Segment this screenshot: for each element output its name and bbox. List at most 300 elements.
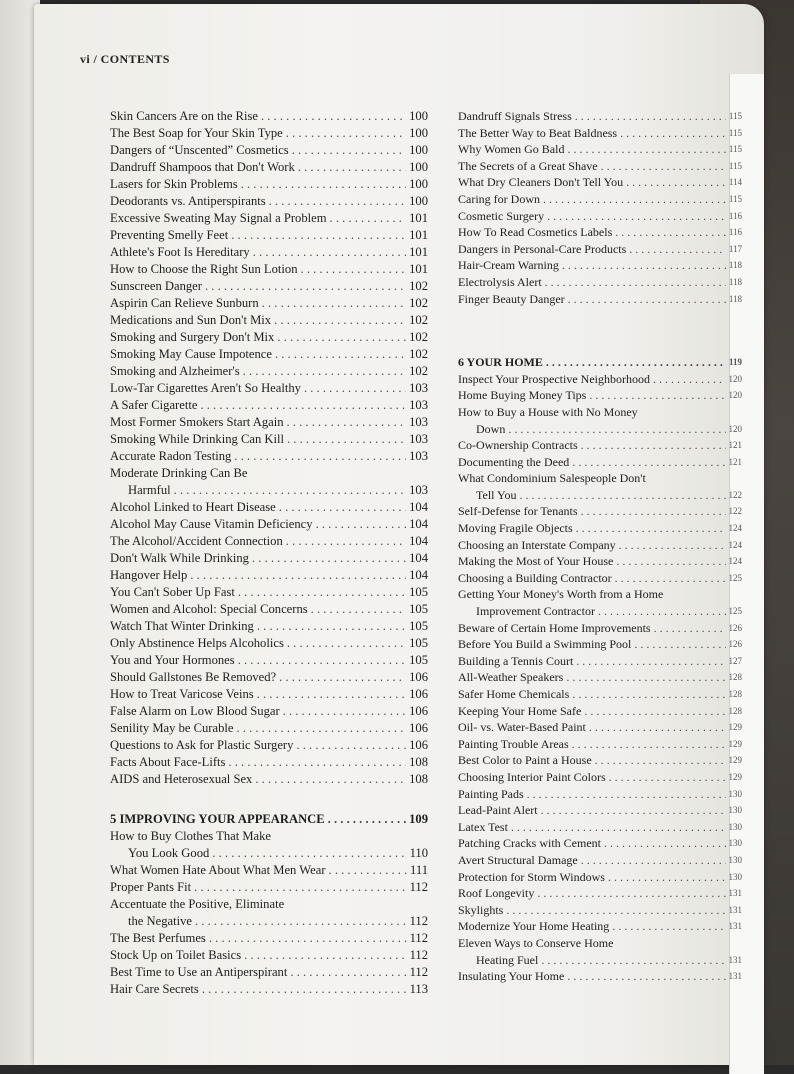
toc-entry-page-number: 118 (728, 260, 742, 271)
toc-entry-title: Should Gallstones Be Removed? (110, 670, 277, 684)
leader-dots (301, 261, 407, 278)
toc-entry (458, 603, 742, 620)
toc-entry-page-number: 100 (409, 177, 428, 191)
leader-dots (547, 208, 726, 225)
toc-entry-title: Excessive Sweating May Signal a Problem (110, 211, 327, 225)
leader-dots (228, 754, 406, 771)
toc-entry-page-number: 106 (409, 670, 428, 684)
toc-entry (458, 620, 742, 637)
toc-entry-page-number: 103 (409, 432, 428, 446)
toc-entry (458, 885, 742, 902)
toc-entry-page-number: 126 (728, 622, 742, 633)
toc-entry-page-number: 110 (409, 846, 428, 860)
leader-dots (567, 141, 725, 158)
toc-entry (110, 380, 428, 397)
toc-entry (110, 533, 428, 550)
toc-entry-title: Dandruff Shampoos that Don't Work (110, 160, 295, 174)
toc-entry (110, 754, 428, 771)
leader-dots (576, 653, 725, 670)
toc-entry-page-number: 131 (728, 921, 742, 932)
toc-entry (458, 125, 742, 142)
toc-entry-title: Documenting the Deed (458, 454, 570, 469)
toc-entry (458, 387, 742, 404)
leader-dots (283, 703, 406, 720)
toc-entry-page-number: 112 (409, 965, 428, 979)
toc-entry-title: Choosing a Building Contractor (458, 570, 612, 585)
toc-entry (110, 947, 428, 964)
leader-dots (572, 736, 726, 753)
toc-entry (458, 752, 742, 769)
toc-entry-page-number: 104 (409, 551, 428, 565)
toc-entry-page-number: 130 (728, 838, 742, 849)
toc-entry (110, 516, 428, 533)
leader-dots (508, 421, 725, 438)
toc-entry (458, 819, 742, 836)
toc-entry-title: 5 IMPROVING YOUR APPEARANCE (110, 812, 325, 826)
toc-entry (458, 520, 742, 537)
toc-entry-title: Lead-Paint Alert (458, 803, 538, 818)
toc-entry (110, 601, 428, 618)
toc-entry (458, 918, 742, 935)
toc-entry-title: Latex Test (458, 819, 508, 834)
toc-entry-page-number: 127 (728, 655, 742, 666)
toc-entry-title: Stock Up on Toilet Basics (110, 948, 242, 962)
leader-dots (194, 879, 406, 896)
toc-entry-title: Deodorants vs. Antiperspirants (110, 194, 266, 208)
toc-entry-page-number: 118 (728, 276, 742, 287)
leader-dots (330, 210, 407, 227)
toc-entry-page-number: 115 (728, 127, 742, 138)
toc-entry (458, 291, 742, 308)
leader-dots (581, 503, 726, 520)
toc-entry-title: Dandruff Signals Stress (458, 109, 572, 123)
toc-entry-title: Watch That Winter Drinking (110, 619, 254, 633)
toc-entry-title: Dangers in Personal-Care Products (458, 241, 627, 256)
toc-entry-page-number: 131 (728, 904, 742, 915)
toc-entry-title: Choosing Interior Paint Colors (458, 769, 606, 784)
toc-entry-title: Only Abstinence Helps Alcoholics (110, 636, 284, 650)
toc-entry (110, 414, 428, 431)
toc-entry-title: Down (476, 421, 506, 436)
toc-entry-page-number: 115 (728, 144, 742, 155)
toc-entry-title: Modernize Your Home Heating (458, 919, 610, 934)
toc-entry (110, 862, 428, 879)
toc-entry-title: All-Weather Speakers (458, 670, 564, 685)
toc-entry-title: Self-Defense for Tenants (458, 504, 578, 519)
toc-entry-title: The Alcohol/Accident Connection (110, 534, 283, 548)
toc-entry-title: A Safer Cigarette (110, 398, 198, 412)
toc-entry-title: You Can't Sober Up Fast (110, 585, 235, 599)
toc-entry-title: Low-Tar Cigarettes Aren't So Healthy (110, 381, 301, 395)
toc-entry (458, 570, 742, 587)
toc-entry (458, 108, 742, 125)
leader-dots (541, 952, 725, 969)
toc-entry (110, 930, 428, 947)
toc-entry-page-number: 104 (409, 500, 428, 514)
toc-right-column (458, 108, 742, 985)
toc-entry-page-number: 114 (728, 177, 742, 188)
leader-dots (546, 354, 726, 371)
toc-entry-title: Skylights (458, 902, 504, 917)
toc-entry-title: Co-Ownership Contracts (458, 438, 578, 453)
toc-entry-title: Protection for Storm Windows (458, 869, 605, 884)
toc-entry-title: Best Time to Use an Antiperspirant (110, 965, 288, 979)
toc-entry-title: Facts About Face-Lifts (110, 755, 226, 769)
leader-dots (316, 516, 407, 533)
leader-dots (261, 108, 406, 125)
toc-entry-page-number: 130 (728, 871, 742, 882)
toc-entry-page-number: 128 (728, 705, 742, 716)
toc-entry-page-number: 118 (728, 293, 742, 304)
toc-entry-page-number: 104 (409, 568, 428, 582)
toc-entry-page-number: 106 (409, 721, 428, 735)
toc-entry-page-number: 124 (728, 539, 742, 550)
toc-entry (458, 935, 742, 952)
toc-entry (110, 295, 428, 312)
toc-entry-page-number: 121 (728, 456, 742, 467)
toc-entry-title: Most Former Smokers Start Again (110, 415, 284, 429)
toc-entry (110, 261, 428, 278)
leader-dots (277, 329, 406, 346)
toc-entry-page-number: 102 (409, 330, 428, 344)
toc-entry-page-number: 105 (409, 653, 428, 667)
toc-entry (458, 586, 742, 603)
toc-entry-page-number: 130 (728, 805, 742, 816)
toc-entry (110, 913, 428, 930)
toc-entry-page-number: 101 (409, 245, 428, 259)
toc-entry (110, 108, 428, 125)
toc-entry-title: What Condominium Salespeople Don't (458, 471, 646, 486)
leader-dots (231, 227, 406, 244)
toc-entry (110, 125, 428, 142)
leader-dots (616, 553, 725, 570)
leader-dots (238, 584, 406, 601)
leader-dots (506, 902, 725, 919)
toc-entry (110, 567, 428, 584)
leader-dots (244, 947, 406, 964)
toc-entry (110, 431, 428, 448)
toc-entry-page-number: 130 (728, 854, 742, 865)
toc-entry-page-number: 101 (409, 211, 428, 225)
toc-entry (458, 669, 742, 686)
toc-entry-page-number: 105 (409, 619, 428, 633)
toc-entry (110, 879, 428, 896)
toc-entry-title: Lasers for Skin Problems (110, 177, 238, 191)
toc-entry-title: Why Women Go Bald (458, 142, 565, 157)
toc-entry-page-number: 102 (409, 296, 428, 310)
toc-entry-page-number: 111 (410, 863, 428, 877)
toc-entry (458, 636, 742, 653)
leader-dots (257, 618, 406, 635)
leader-dots (584, 703, 725, 720)
toc-entry-page-number: 121 (728, 440, 742, 451)
toc-section-heading (458, 354, 742, 371)
leader-dots (298, 159, 406, 176)
toc-entry-title: Skin Cancers Are on the Rise (110, 109, 258, 123)
toc-entry-title: Hair Care Secrets (110, 982, 199, 996)
toc-entry-page-number: 125 (728, 572, 742, 583)
leader-dots (243, 363, 407, 380)
toc-entry (110, 465, 428, 482)
toc-entry-title: Heating Fuel (476, 952, 539, 967)
toc-entry-title: Roof Longevity (458, 886, 535, 901)
leader-dots (566, 669, 725, 686)
toc-entry-title: Inspect Your Prospective Neighborhood (458, 371, 650, 386)
toc-entry-title: False Alarm on Low Blood Sugar (110, 704, 280, 718)
toc-entry-page-number: 125 (728, 606, 742, 617)
toc-entry-page-number: 102 (409, 313, 428, 327)
toc-entry (458, 703, 742, 720)
leader-dots (209, 930, 407, 947)
toc-entry-page-number: 116 (728, 227, 742, 238)
leader-dots (589, 719, 726, 736)
leader-dots (654, 620, 726, 637)
toc-entry (110, 397, 428, 414)
toc-entry (458, 470, 742, 487)
toc-entry (458, 653, 742, 670)
leader-dots (520, 487, 726, 504)
toc-entry-title: How to Choose the Right Sun Lotion (110, 262, 298, 276)
leader-dots (601, 158, 726, 175)
leader-dots (541, 802, 726, 819)
toc-entry (458, 786, 742, 803)
toc-entry (110, 669, 428, 686)
toc-entry-page-number: 102 (409, 279, 428, 293)
leader-dots (545, 274, 726, 291)
toc-entry-page-number: 126 (728, 639, 742, 650)
leader-dots (581, 437, 726, 454)
toc-entry-title: Painting Trouble Areas (458, 736, 569, 751)
leader-dots (328, 811, 406, 828)
toc-entry-title: Don't Walk While Drinking (110, 551, 249, 565)
toc-entry (110, 159, 428, 176)
toc-entry-title: Patching Cracks with Cement (458, 836, 601, 851)
toc-entry (110, 771, 428, 788)
toc-entry-page-number: 128 (728, 689, 742, 699)
toc-entry (110, 584, 428, 601)
toc-entry (110, 635, 428, 652)
toc-entry-page-number: 131 (728, 954, 742, 965)
toc-entry (458, 553, 742, 570)
toc-entry-title: The Better Way to Beat Baldness (458, 125, 618, 140)
toc-entry-page-number: 100 (409, 126, 428, 140)
toc-entry (458, 241, 742, 258)
toc-entry-title: Cosmetic Surgery (458, 208, 545, 223)
toc-entry-title: Electrolysis Alert (458, 274, 542, 289)
toc-entry-title: How to Treat Varicose Veins (110, 687, 254, 701)
toc-entry-title: Aspirin Can Relieve Sunburn (110, 296, 259, 310)
toc-entry-title: Proper Pants Fit (110, 880, 192, 894)
leader-dots (252, 550, 406, 567)
toc-entry-title: the Negative (128, 914, 192, 928)
toc-entry-title: Sunscreen Danger (110, 279, 202, 293)
toc-entry-title: Hair-Cream Warning (458, 258, 559, 273)
toc-entry-page-number: 129 (728, 722, 742, 733)
leader-dots (620, 125, 726, 142)
toc-left-column (110, 108, 428, 998)
toc-entry-title: Home Buying Money Tips (458, 388, 587, 403)
toc-entry-title: 6 YOUR HOME (458, 355, 543, 370)
toc-entry-title: Improvement Contractor (476, 604, 595, 619)
leader-dots (511, 819, 726, 836)
leader-dots (581, 852, 726, 869)
toc-entry-page-number: 129 (728, 738, 742, 749)
toc-entry (110, 176, 428, 193)
toc-entry (458, 421, 742, 438)
leader-dots (255, 771, 406, 788)
toc-entry-title: Alcohol May Cause Vitamin Deficiency (110, 517, 313, 531)
toc-entry-page-number: 130 (728, 821, 742, 832)
leader-dots (527, 786, 726, 803)
toc-entry-title: Moderate Drinking Can Be (110, 466, 248, 480)
toc-entry-title: Senility May be Curable (110, 721, 234, 735)
toc-entry-page-number: 117 (728, 243, 742, 254)
leader-dots (615, 570, 726, 587)
leader-dots (200, 397, 406, 414)
leader-dots (543, 191, 726, 208)
toc-entry-page-number: 131 (728, 971, 742, 982)
toc-entry-page-number: 129 (728, 755, 742, 766)
toc-entry-title: Getting Your Money's Worth from a Home (458, 587, 664, 602)
leader-dots (286, 125, 406, 142)
toc-entry (110, 448, 428, 465)
toc-entry (110, 686, 428, 703)
toc-entry-page-number: 122 (728, 506, 742, 517)
toc-entry-page-number: 100 (409, 160, 428, 174)
toc-entry (458, 208, 742, 225)
leader-dots (626, 174, 726, 191)
toc-entry (110, 703, 428, 720)
toc-entry-page-number: 115 (728, 160, 742, 171)
toc-entry-title: The Best Soap for Your Skin Type (110, 126, 283, 140)
leader-dots (653, 371, 726, 388)
leader-dots (202, 981, 407, 998)
leader-dots (279, 669, 406, 686)
toc-entry-title: Smoking and Alzheimer's (110, 364, 240, 378)
toc-entry-page-number: 124 (728, 556, 742, 567)
toc-entry (110, 845, 428, 862)
toc-entry (110, 244, 428, 261)
toc-entry-page-number: 115 (728, 193, 742, 204)
toc-entry-title: Accurate Radon Testing (110, 449, 232, 463)
toc-entry-page-number: 103 (409, 398, 428, 412)
leader-dots (329, 862, 408, 879)
toc-entry (458, 719, 742, 736)
toc-entry-title: Questions to Ask for Plastic Surgery (110, 738, 294, 752)
leader-dots (274, 312, 406, 329)
toc-entry (458, 141, 742, 158)
toc-entry (458, 852, 742, 869)
toc-entry-page-number: 109 (409, 812, 428, 826)
toc-entry-title: AIDS and Heterosexual Sex (110, 772, 253, 786)
toc-entry-title: Women and Alcohol: Special Concerns (110, 602, 308, 616)
toc-entry (458, 686, 742, 703)
leader-dots (567, 968, 725, 985)
toc-entry (110, 193, 428, 210)
toc-entry (458, 158, 742, 175)
toc-entry-page-number: 105 (409, 602, 428, 616)
leader-dots (262, 295, 406, 312)
toc-entry-title: How to Buy a House with No Money (458, 404, 638, 419)
page-header: vi / CONTENTS (80, 52, 170, 66)
toc-entry-page-number: 108 (409, 755, 428, 769)
toc-entry-page-number: 112 (409, 880, 428, 894)
toc-entry-title: Building a Tennis Court (458, 653, 574, 668)
toc-entry (110, 227, 428, 244)
toc-entry (458, 736, 742, 753)
leader-dots (575, 108, 726, 125)
leader-dots (576, 520, 726, 537)
toc-entry-title: Hangover Help (110, 568, 188, 582)
leader-dots (287, 431, 406, 448)
toc-entry (458, 968, 742, 985)
toc-entry-title: Insulating Your Home (458, 969, 565, 984)
toc-entry-title: Moving Fragile Objects (458, 521, 573, 536)
toc-entry-title: You and Your Hormones (110, 653, 235, 667)
toc-entry-title: Harmful (128, 483, 171, 497)
toc-entry-title: What Women Hate About What Men Wear (110, 863, 326, 877)
toc-entry (458, 802, 742, 819)
leader-dots (598, 603, 726, 620)
toc-entry (110, 896, 428, 913)
toc-entry-page-number: 105 (409, 585, 428, 599)
toc-entry-page-number: 104 (409, 534, 428, 548)
toc-entry (458, 174, 742, 191)
leader-dots (568, 291, 726, 308)
toc-entry (458, 454, 742, 471)
leader-dots (304, 380, 406, 397)
toc-entry (110, 737, 428, 754)
toc-entry-page-number: 116 (728, 210, 742, 221)
leader-dots (296, 737, 406, 754)
toc-entry-page-number: 106 (409, 687, 428, 701)
toc-entry-title: Painting Pads (458, 786, 524, 801)
leader-dots (241, 176, 406, 193)
toc-entry-page-number: 103 (409, 483, 428, 497)
toc-entry-page-number: 112 (409, 948, 428, 962)
toc-entry-title: Choosing an Interstate Company (458, 537, 616, 552)
leader-dots (615, 224, 726, 241)
toc-entry-page-number: 120 (728, 423, 742, 434)
leader-dots (287, 414, 407, 431)
toc-entry-page-number: 131 (728, 888, 742, 899)
leader-dots (287, 635, 406, 652)
toc-entry-title: The Secrets of a Great Shave (458, 158, 598, 173)
toc-entry-page-number: 120 (728, 390, 742, 401)
toc-entry (110, 618, 428, 635)
toc-entry (110, 482, 428, 499)
leader-dots (604, 835, 726, 852)
toc-entry-title: Caring for Down (458, 191, 540, 206)
leader-dots (275, 346, 406, 363)
leader-dots (253, 244, 406, 261)
toc-entry-page-number: 103 (409, 415, 428, 429)
leader-dots (292, 142, 406, 159)
toc-entry-title: You Look Good (128, 846, 210, 860)
leader-dots (195, 913, 407, 930)
toc-entry-page-number: 105 (409, 636, 428, 650)
toc-entry-title: Keeping Your Home Safe (458, 703, 582, 718)
toc-entry-page-number: 100 (409, 143, 428, 157)
toc-entry-title: Avert Structural Damage (458, 852, 578, 867)
toc-entry-title: Preventing Smelly Feet (110, 228, 229, 242)
leader-dots (609, 769, 726, 786)
toc-entry (110, 329, 428, 346)
toc-entry-page-number: 120 (728, 373, 742, 384)
toc-entry (110, 720, 428, 737)
toc-entry-title: Safer Home Chemicals (458, 687, 570, 701)
toc-entry-title: Smoking While Drinking Can Kill (110, 432, 284, 446)
